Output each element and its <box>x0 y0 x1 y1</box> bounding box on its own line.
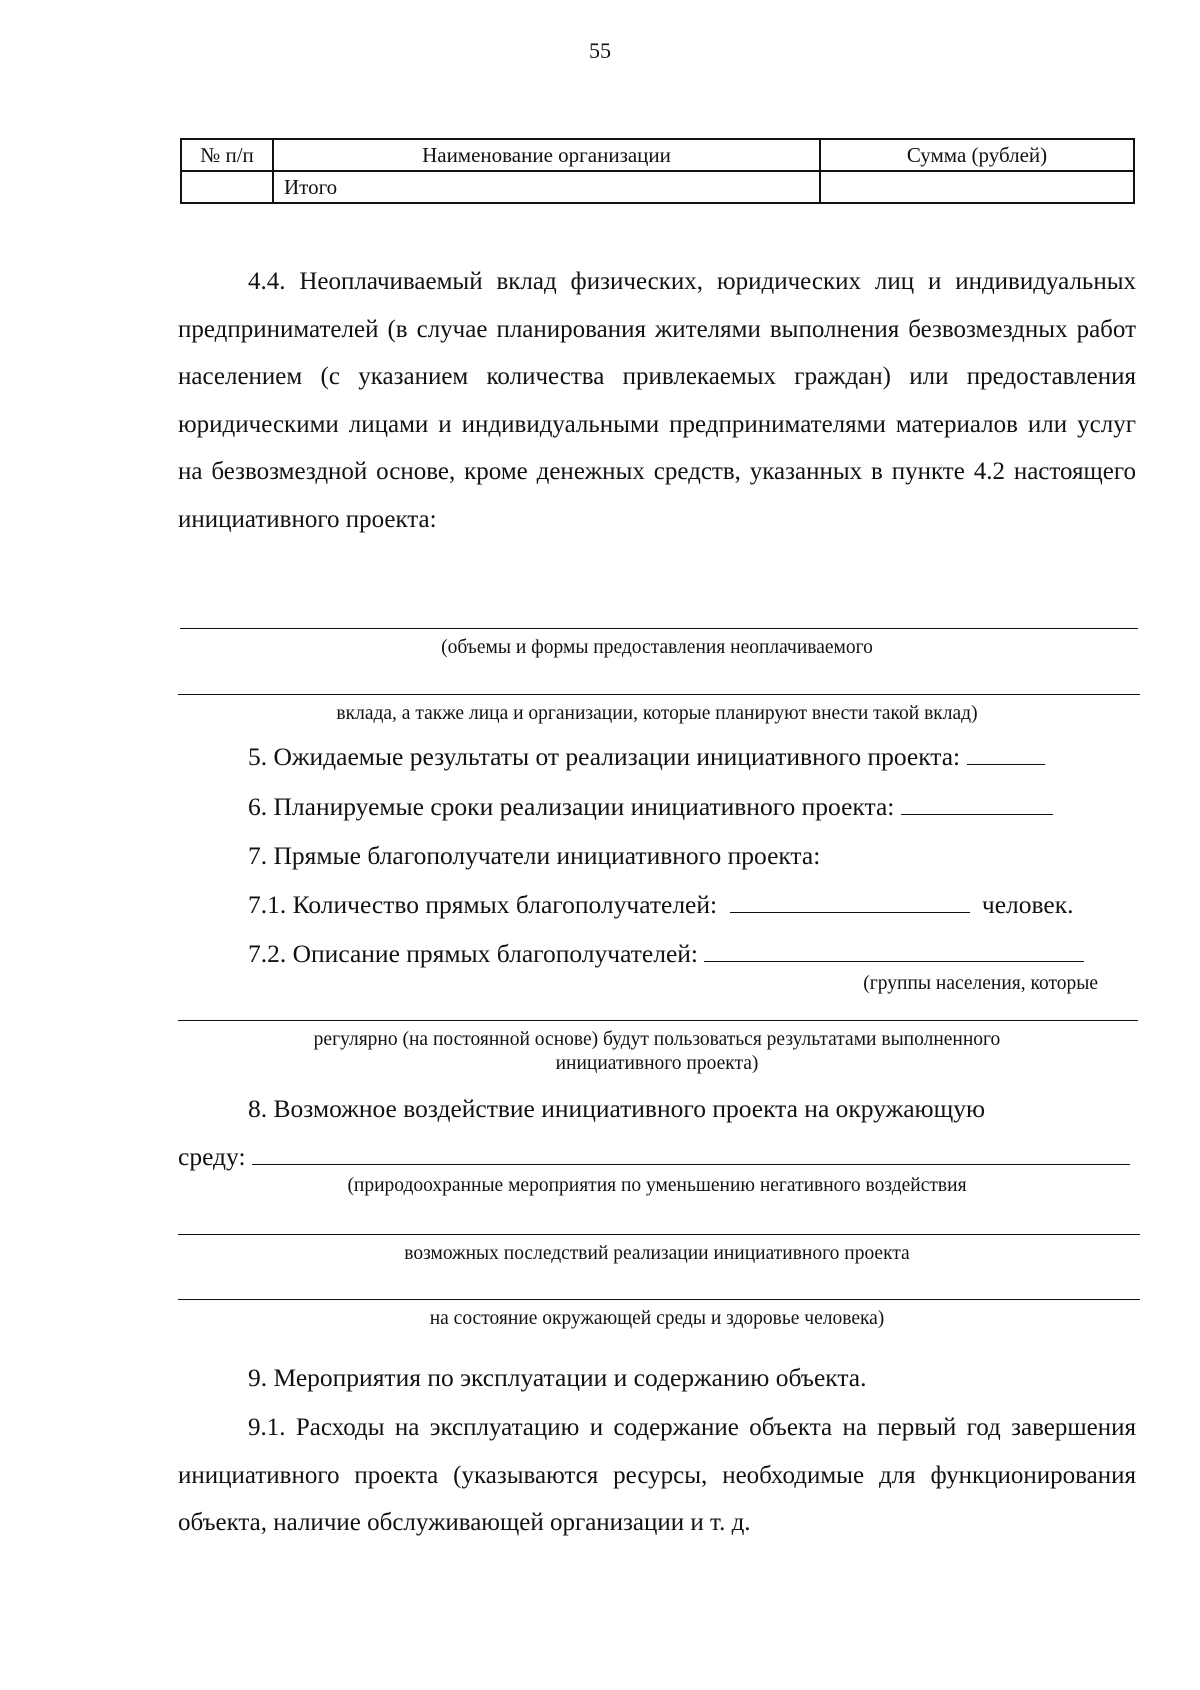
beneficiaries-description-field[interactable] <box>704 937 1084 962</box>
environment-impact-field[interactable] <box>252 1140 1130 1165</box>
section-6 <box>248 790 1053 823</box>
header-sum: Сумма (рублей) <box>820 139 1134 171</box>
timeline-field[interactable] <box>901 790 1053 815</box>
organizations-table <box>180 138 1135 204</box>
section-7: 7. Прямые благополучатели инициативного проекта: <box>248 841 821 870</box>
section-7-1-unit: человек. <box>981 890 1074 919</box>
caption-4-4-b: вклада, а также лица и организации, которые планируют внести такой вклад) <box>336 703 978 724</box>
section-4-4 <box>178 258 1136 543</box>
total-sum-cell <box>820 171 1134 203</box>
fill-line-4-4-b[interactable] <box>178 694 1140 695</box>
caption-7-2-c: инициативного проекта) <box>555 1053 759 1074</box>
section-5 <box>248 740 1045 773</box>
section-7-1 <box>248 888 1073 921</box>
section-7-1-label: 7.1. Количество прямых благополучателей: <box>248 890 718 919</box>
section-4-4-text: 4.4. Неоплачиваемый вклад физических, юридических лиц и индивидуальных предпринимателей (в случае планирования жителями выполнения безвозмездных работ населением (с указанием количества привлекаемых граждан) или предоставления юридическими лицами и индивидуальными предпринимателями материалов или услуг на безвозмездной основе, кроме денежных средств, указанных в пункте 4.2 настоящего инициативного проекта: <box>178 268 1136 533</box>
total-number-cell <box>181 171 273 203</box>
section-5-label: 5. Ожидаемые результаты от реализации инициативного проекта: <box>248 742 961 771</box>
caption-8-b: возможных последствий реализации инициативного проекта <box>404 1243 910 1264</box>
caption-7-2-b: регулярно (на постоянной основе) будут пользоваться результатами выполненного <box>313 1029 1001 1050</box>
caption-8-a: (природоохранные мероприятия по уменьшению негативного воздействия <box>347 1175 967 1196</box>
section-9-1-text: 9.1. Расходы на эксплуатацию и содержание объекта на первый год завершения инициативного проекта (указываются ресурсы, необходимые для функционирования объекта, наличие обслуживающей организации и т. д. <box>178 1414 1136 1536</box>
page-number: 55 <box>589 38 611 63</box>
section-6-label: 6. Планируемые сроки реализации инициативного проекта: <box>248 792 895 821</box>
caption-4-4-a: (объемы и формы предоставления неоплачиваемого <box>441 637 873 658</box>
beneficiaries-count-field[interactable] <box>730 888 970 913</box>
section-8-cont-label: среду: <box>178 1142 246 1171</box>
fill-line-8-b[interactable] <box>178 1299 1140 1300</box>
table-total-row <box>181 171 1134 203</box>
caption-8-c: на состояние окружающей среды и здоровье человека) <box>429 1308 885 1329</box>
table-header-row <box>181 139 1134 171</box>
header-number: № п/п <box>181 139 273 171</box>
fill-line-8-a[interactable] <box>178 1234 1140 1235</box>
header-organization: Наименование организации <box>273 139 820 171</box>
section-7-2-label: 7.2. Описание прямых благополучателей: <box>248 939 698 968</box>
total-label: Итого <box>273 171 820 203</box>
section-7-2 <box>248 937 1084 970</box>
caption-7-2-a: (группы населения, которые <box>863 973 1098 994</box>
fill-line-7-2[interactable] <box>178 1020 1138 1021</box>
fill-line-4-4-a[interactable] <box>180 628 1138 629</box>
section-8-cont <box>178 1140 1130 1173</box>
section-9-1 <box>178 1404 1136 1547</box>
results-field[interactable] <box>967 740 1045 765</box>
section-9: 9. Мероприятия по эксплуатации и содержанию объекта. <box>248 1363 867 1392</box>
section-8: 8. Возможное воздействие инициативного проекта на окружающую <box>248 1094 986 1123</box>
